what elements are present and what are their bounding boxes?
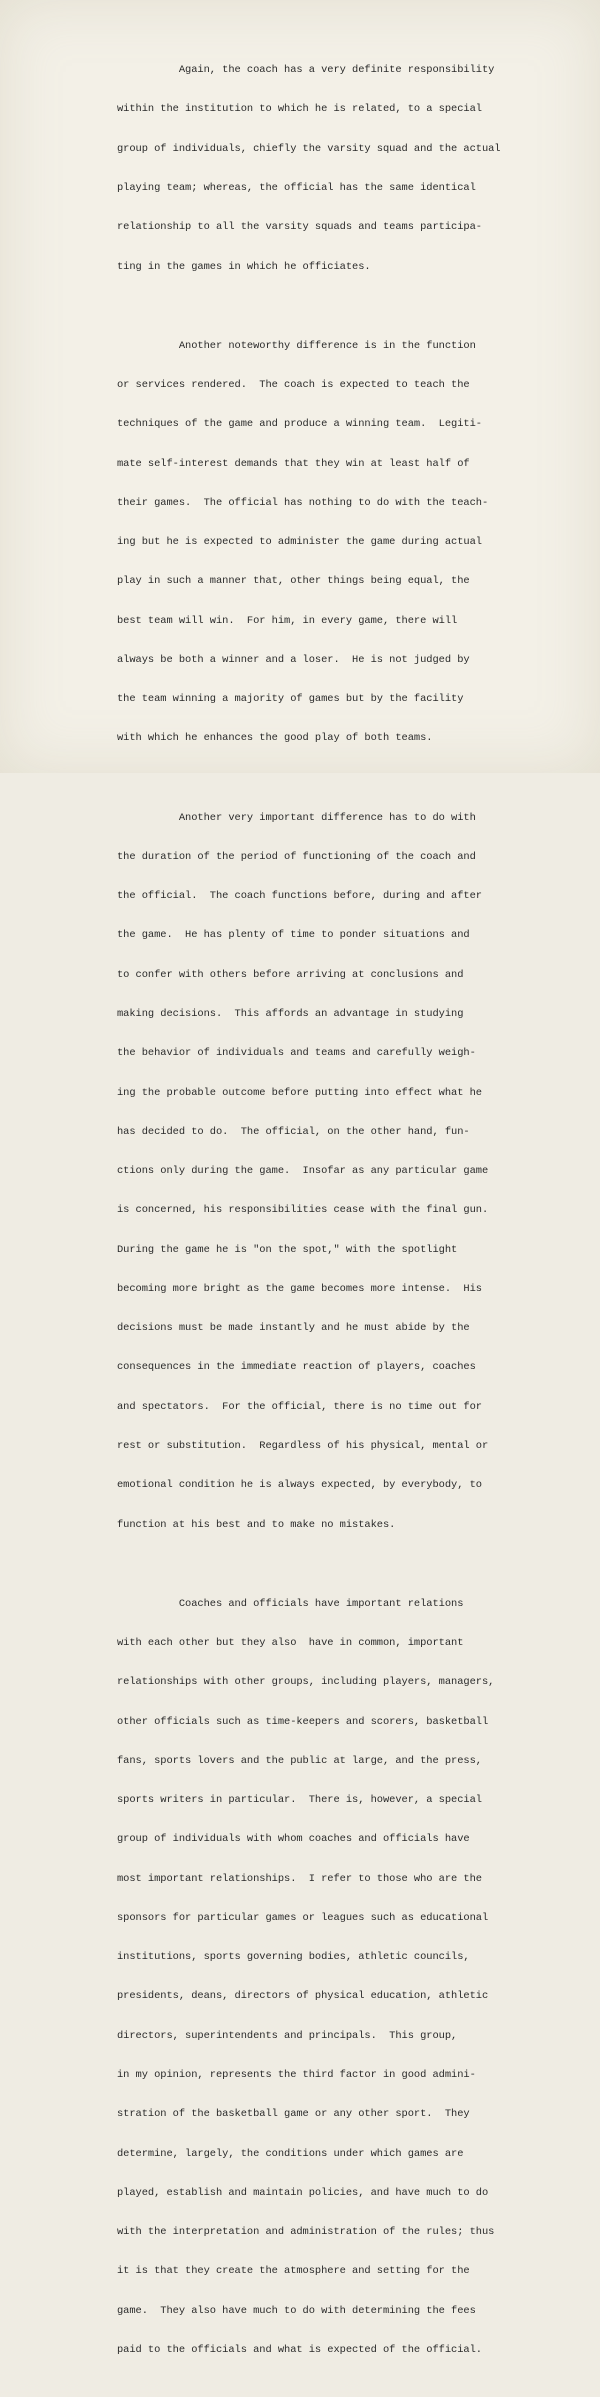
text-line: playing team; whereas, the official has the same identical [117, 182, 476, 195]
text-line: always be both a winner and a loser. He is not judged by [117, 653, 470, 666]
text-line: and spectators. For the official, there is no time out for [117, 1400, 482, 1413]
text-line: making decisions. This affords an advantage in studying [117, 1007, 464, 1020]
text-line: institutions, sports governing bodies, athletic councils, [117, 1951, 470, 1964]
text-line: is concerned, his responsibilities cease with the final gun. [117, 1204, 489, 1217]
paragraph-3 [117, 785, 555, 1558]
text-line: in my opinion, represents the third factor in good admini- [117, 2069, 476, 2082]
text-line: sponsors for particular games or leagues such as educational [117, 1911, 489, 1924]
text-line: directors, superintendents and principals. This group, [117, 2029, 458, 2042]
text-line: ting in the games in which he officiates. [117, 260, 371, 273]
text-line: Another very important difference has to do with [117, 811, 476, 824]
text-line: best team will win. For him, in every game, there will [117, 614, 458, 627]
paragraph-2 [117, 313, 555, 771]
text-line: to confer with others before arriving at conclusions and [117, 968, 464, 981]
text-line: group of individuals with whom coaches and officials have [117, 1833, 470, 1846]
text-line: ing but he is expected to administer the game during actual [117, 536, 482, 549]
text-line: During the game he is "on the spot," with the spotlight [117, 1243, 458, 1256]
text-line: decisions must be made instantly and he must abide by the [117, 1322, 470, 1335]
text-line: becoming more bright as the game becomes more intense. His [117, 1282, 482, 1295]
text-line: play in such a manner that, other things being equal, the [117, 575, 470, 588]
text-line: other officials such as time-keepers and scorers, basketball [117, 1715, 489, 1728]
text-line: ing the probable outcome before putting into effect what he [117, 1086, 482, 1099]
text-line: relationship to all the varsity squads and teams participa- [117, 221, 482, 234]
text-line: played, establish and maintain policies, and have much to do [117, 2186, 489, 2199]
text-line: relationships with other groups, including players, managers, [117, 1676, 495, 1689]
text-line: function at his best and to make no mistakes. [117, 1518, 396, 1531]
text-line: group of individuals, chiefly the varsity squad and the actual [117, 142, 501, 155]
text-line: has decided to do. The official, on the other hand, fun- [117, 1125, 470, 1138]
text-line: the official. The coach functions before, during and after [117, 890, 482, 903]
text-line: or services rendered. The coach is expected to teach the [117, 378, 470, 391]
text-line: the behavior of individuals and teams and carefully weigh- [117, 1047, 476, 1060]
text-line: Coaches and officials have important relations [117, 1597, 464, 1610]
text-line: it is that they create the atmosphere and setting for the [117, 2265, 470, 2278]
body-text [117, 38, 555, 2397]
text-line: consequences in the immediate reaction of players, coaches [117, 1361, 476, 1374]
text-line: within the institution to which he is related, to a special [117, 103, 482, 116]
text-line: with each other but they also have in common, important [117, 1636, 464, 1649]
text-line: game. They also have much to do with determining the fees [117, 2304, 476, 2317]
text-line: the game. He has plenty of time to ponder situations and [117, 929, 470, 942]
text-line: rest or substitution. Regardless of his physical, mental or [117, 1440, 489, 1453]
text-line: their games. The official has nothing to do with the teach- [117, 496, 489, 509]
text-line: sports writers in particular. There is, however, a special [117, 1794, 482, 1807]
text-line: with the interpretation and administration of the rules; thus [117, 2226, 495, 2239]
text-line: the team winning a majority of games but by the facility [117, 693, 464, 706]
text-line: stration of the basketball game or any other sport. They [117, 2108, 470, 2121]
text-line: the duration of the period of functioning of the coach and [117, 850, 476, 863]
text-line: most important relationships. I refer to those who are the [117, 1872, 482, 1885]
text-line: with which he enhances the good play of both teams. [117, 732, 433, 745]
text-line: determine, largely, the conditions under which games are [117, 2147, 464, 2160]
paragraph-1 [117, 38, 555, 300]
text-line: ctions only during the game. Insofar as any particular game [117, 1165, 489, 1178]
text-line: mate self-interest demands that they win at least half of [117, 457, 470, 470]
paragraph-4 [117, 1571, 555, 2383]
text-line: fans, sports lovers and the public at large, and the press, [117, 1754, 482, 1767]
text-line: techniques of the game and produce a winning team. Legiti- [117, 418, 482, 431]
text-line: paid to the officials and what is expected of the official. [117, 2344, 482, 2356]
text-line: emotional condition he is always expected, by everybody, to [117, 1479, 482, 1492]
text-line: Another noteworthy difference is in the function [117, 339, 476, 352]
text-line: presidents, deans, directors of physical education, athletic [117, 1990, 489, 2003]
text-line: Again, the coach has a very definite responsibility [117, 64, 495, 77]
